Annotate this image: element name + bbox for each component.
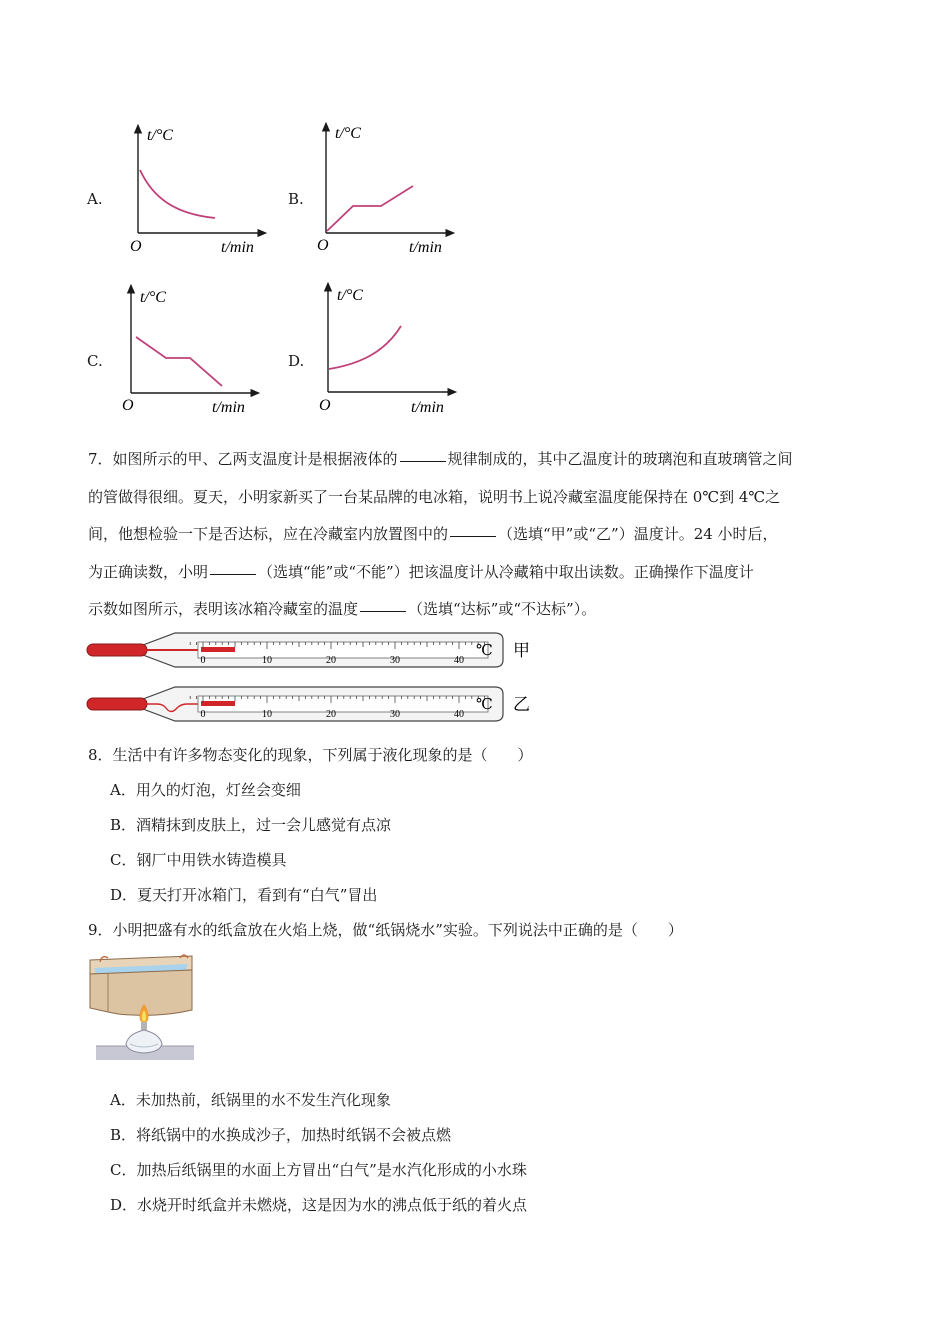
jia-tick-20: 20 (326, 655, 336, 666)
yi-tick-0: 0 (200, 709, 206, 720)
thermometer-jia (87, 633, 530, 667)
paper-pot-illustration (88, 952, 198, 1068)
q8-option-d[interactable]: D．夏天打开冰箱门，看到有“白气”冒出 (110, 886, 378, 904)
thermometer-jia-mercury (201, 647, 235, 652)
q9-option-b[interactable]: B．将纸锅中的水换成沙子，加热时纸锅不会被点燃 (110, 1126, 452, 1144)
graph-d-y-label: t/°C (337, 287, 363, 304)
graph-a (125, 118, 270, 260)
graph-b (313, 118, 458, 260)
q7-line-4: 为正确读数，小明 （选填“能”或“不能”）把该温度计从冷藏箱中取出读数。正确操作下温度计 (88, 563, 754, 581)
jia-name: 甲 (513, 641, 530, 660)
thermometers (85, 628, 545, 724)
q9-option-c[interactable]: C．加热后纸锅里的水面上方冒出“白气”是水汽化形成的小水珠 (110, 1161, 527, 1179)
graph-c-y-label: t/°C (140, 289, 166, 306)
q7-blank-1[interactable] (400, 460, 446, 462)
graph-c-x-label: t/min (212, 399, 245, 416)
graph-b-x-label: t/min (409, 239, 442, 256)
thermometer-yi-mercury (201, 701, 235, 706)
graph-d (315, 280, 465, 422)
option-d-label: D. (288, 352, 305, 370)
q9-option-d[interactable]: D．水烧开时纸盒并未燃烧，这是因为水的沸点低于纸的着火点 (110, 1196, 528, 1214)
option-b-label: B. (288, 190, 304, 208)
jia-tick-0: 0 (200, 655, 206, 666)
q7-blank-4[interactable] (360, 610, 406, 612)
q7-line-1: 7．如图所示的甲、乙两支温度计是根据液体的 规律制成的，其中乙温度计的玻璃泡和直玻璃管之间 (88, 450, 793, 468)
graph-d-origin: O (319, 397, 331, 414)
q9-option-a[interactable]: A．未加热前，纸锅里的水不发生汽化现象 (110, 1091, 391, 1109)
yi-tick-10: 10 (262, 709, 272, 720)
graph-c (118, 282, 268, 424)
q8-stem: 8．生活中有许多物态变化的现象，下列属于液化现象的是（ ） (88, 746, 533, 764)
jia-tick-10: 10 (262, 655, 272, 666)
q8-option-c[interactable]: C．钢厂中用铁水铸造模具 (110, 851, 287, 869)
option-a-label: A. (87, 190, 103, 208)
q7-blank-2[interactable] (450, 535, 496, 537)
graph-b-y-label: t/°C (335, 125, 361, 142)
graph-b-curve (327, 186, 413, 231)
q7-blank-3[interactable] (210, 573, 256, 575)
q7-line-5: 示数如图所示，表明该冰箱冷藏室的温度 （选填“达标”或“不达标”）。 (88, 600, 597, 618)
graph-c-origin: O (122, 397, 134, 414)
jia-tick-40: 40 (454, 655, 464, 666)
graph-a-curve (140, 170, 215, 218)
yi-tick-20: 20 (326, 709, 336, 720)
graph-c-curve (136, 337, 222, 386)
q8-option-b[interactable]: B．酒精抹到皮肤上，过一会儿感觉有点凉 (110, 816, 392, 834)
graph-d-curve (329, 326, 401, 369)
graph-a-origin: O (130, 238, 142, 255)
graph-d-x-label: t/min (411, 399, 444, 416)
yi-tick-40: 40 (454, 709, 464, 720)
yi-unit: ℃ (476, 697, 493, 713)
graph-a-x-label: t/min (221, 239, 254, 256)
graph-a-y-label: t/°C (147, 127, 173, 144)
yi-tick-30: 30 (390, 709, 400, 720)
q9-stem: 9．小明把盛有水的纸盒放在火焰上烧，做“纸锅烧水”实验。下列说法中正确的是（ ） (88, 921, 683, 939)
q7-line-3: 间，他想检验一下是否达标，应在冷藏室内放置图中的 （选填“甲”或“乙”）温度计。24 小时后， (88, 525, 778, 543)
graph-b-origin: O (317, 237, 329, 254)
option-c-label: C. (87, 352, 103, 370)
thermometer-yi (87, 687, 530, 721)
q7-line-2: 的管做得很细。夏天，小明家新买了一台某品牌的电冰箱，说明书上说冷藏室温度能保持在 0℃到 4℃之 (88, 488, 781, 506)
q8-option-a[interactable]: A．用久的灯泡，灯丝会变细 (110, 781, 301, 799)
yi-name: 乙 (513, 695, 530, 714)
jia-tick-30: 30 (390, 655, 400, 666)
jia-unit: ℃ (476, 643, 493, 659)
